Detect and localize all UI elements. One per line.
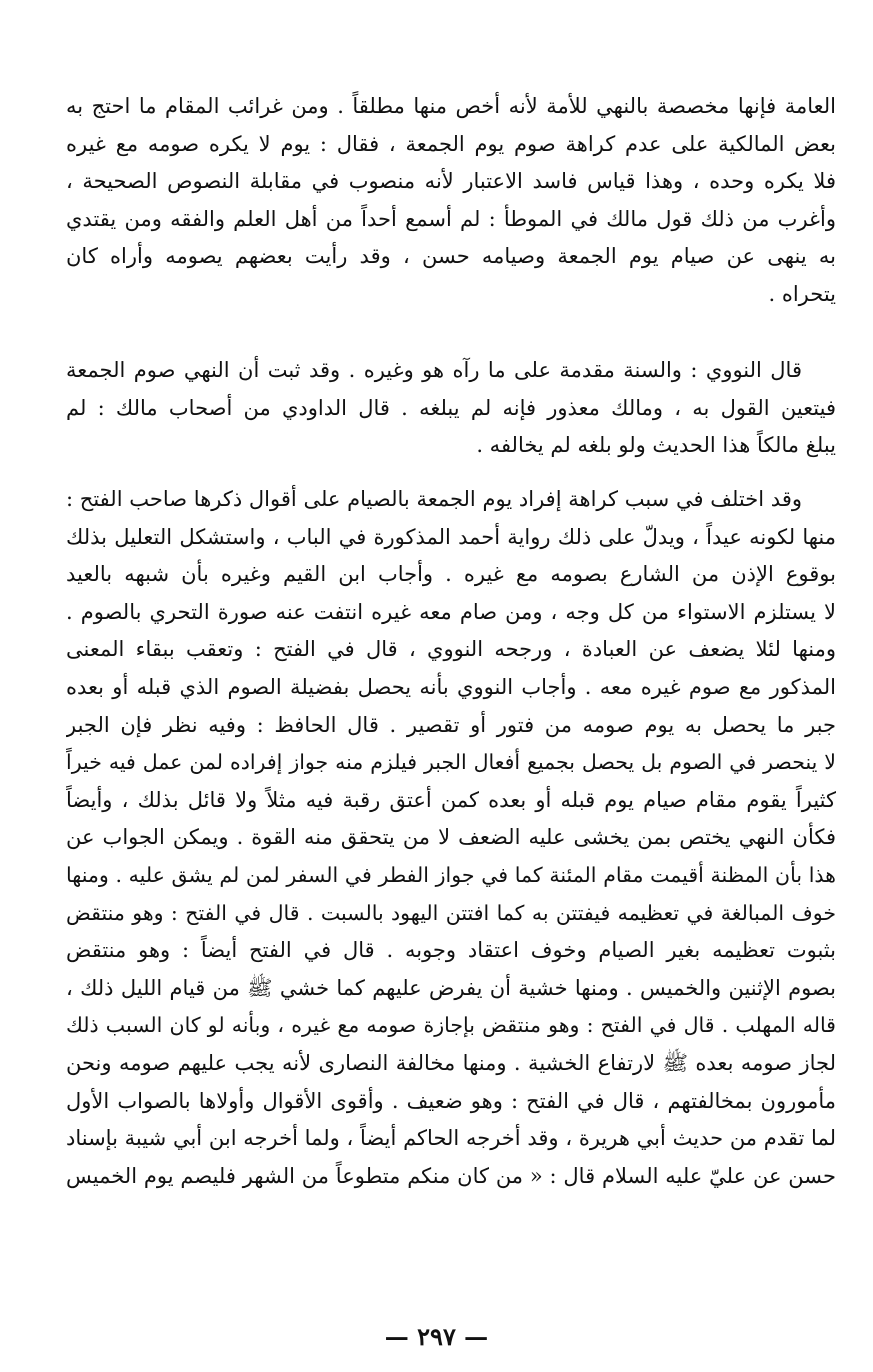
text-line: قال النووي : والسنة مقدمة على ما رآه هو وغيره . وقد ثبت أن النهي صوم الجمعة <box>66 358 802 382</box>
text-line: منها لكونه عيداً ، ويدلّ على ذلك رواية أحمد المذكورة في الباب ، واستشكل التعليل بذلك <box>66 524 836 549</box>
text-line: لا يستلزم الاستواء من كل وجه ، ومن صام معه غيره انتفت عنه صورة التحري بالصوم . <box>66 599 836 624</box>
text-line: قاله المهلب . قال في الفتح : وهو منتقض بإجازة صومه مع غيره ، وبأنه لو كان السبب ذلك <box>66 1013 836 1038</box>
text-line: العامة فإنها مخصصة بالنهي للأمة لأنه أخص منها مطلقاً . ومن غرائب المقام ما احتج به <box>66 94 836 118</box>
page-number: — ٢٩٧ — <box>384 1322 489 1351</box>
text-line: فلا يكره وحده ، وهذا قياس فاسد الاعتبار لأنه منصوب في مقابلة النصوص الصحيحة ، <box>66 169 836 194</box>
text-line: لا ينحصر في الصوم بل يحصل بجميع أفعال الجبر فيلزم منه جواز إفراده لمن عمل فيه خيراً <box>66 750 836 775</box>
text-line: به ينهى عن صيام يوم الجمعة وصيامه حسن ، وقد رأيت بعضهم يصومه وأراه كان <box>66 244 836 269</box>
text-line: لما تقدم من حديث أبي هريرة ، وقد أخرجه الحاكم أيضاً ، ولما أخرجه ابن أبي شيبة بإسناد <box>66 1126 836 1151</box>
text-line: وأغرب من ذلك قول مالك في الموطأ : لم أسمع أحداً من أهل العلم والفقه ومن يقتدي <box>66 206 836 231</box>
paragraph-1 <box>66 88 836 352</box>
text-line: بصوم الإثنين والخميس . ومنها خشية أن يفرض عليهم كما خشي ﷺ من قيام الليل ذلك ، <box>66 975 836 1000</box>
text-line: المذكور مع صوم غيره معه . وأجاب النووي بأنه يحصل بفضيلة الصوم الذي قبله أو بعده <box>66 674 836 699</box>
text-line: وقد اختلف في سبب كراهة إفراد يوم الجمعة بالصيام على أقوال ذكرها صاحب الفتح : <box>66 487 802 511</box>
text-line: ومنها لئلا يضعف عن العبادة ، ورجحه النووي ، قال في الفتح : وتعقب ببقاء المعنى <box>66 637 836 662</box>
text-line: جبر ما يحصل به يوم صومه من فتور أو تقصير . قال الحافظ : وفيه نظر فإن الجبر <box>66 712 836 737</box>
text-line: بعض المالكية على عدم كراهة صوم يوم الجمعة ، فقال : يوم لا يكره صومه مع غيره <box>66 131 836 156</box>
text-line: هذا بأن المظنة أقيمت مقام المئنة كما في جواز الفطر في السفر لمن لم يشق عليه . ومنها <box>66 862 836 887</box>
text-line: بثبوت تعظيمه بغير الصيام وخوف اعتقاد وجوبه . قال في الفتح أيضاً : وهو منتقض <box>66 938 836 963</box>
text-line: خوف المبالغة في تعظيمه فيفتتن به كما افتتن اليهود بالسبت . قال في الفتح : وهو منتقض <box>66 900 836 925</box>
text-line: فيتعين القول به ، ومالك معذور فإنه لم يبلغه . قال الداودي من أصحاب مالك : لم <box>66 395 836 420</box>
text-line: كثيراً يقوم مقام صيام يوم قبله أو بعده كمن أعتق رقبة فيه مثلاً ولا قائل بذلك ، وأيضاً <box>66 787 836 812</box>
text-line: حسن عن عليّ عليه السلام قال : « من كان منكم متطوعاً من الشهر فليصم يوم الخميس <box>66 1163 836 1188</box>
text-line: مأمورون بمخالفتهم ، قال في الفتح : وهو ضعيف . وأقوى الأقوال وأولاها بالصواب الأول <box>66 1088 836 1113</box>
page-body <box>66 88 836 1261</box>
text-line: فكأن النهي يختص بمن يخشى عليه الضعف لا من يتحقق منه القوة . ويمكن الجواب عن <box>66 825 836 850</box>
paragraph-2 <box>66 352 836 481</box>
text-line: يتحراه . <box>768 281 836 306</box>
text-line: لجاز صومه بعده ﷺ لارتفاع الخشية . ومنها مخالفة النصارى لأنه يجب عليهم صومه ونحن <box>66 1050 836 1075</box>
text-line: يبلغ مالكاً هذا الحديث ولو بلغه لم يخالفه . <box>476 433 836 458</box>
text-line: بوقوع الإذن من الشارع بصومه مع غيره . وأجاب ابن القيم وغيره بأن شبهه بالعيد <box>66 562 836 587</box>
paragraph-3 <box>66 481 836 1261</box>
